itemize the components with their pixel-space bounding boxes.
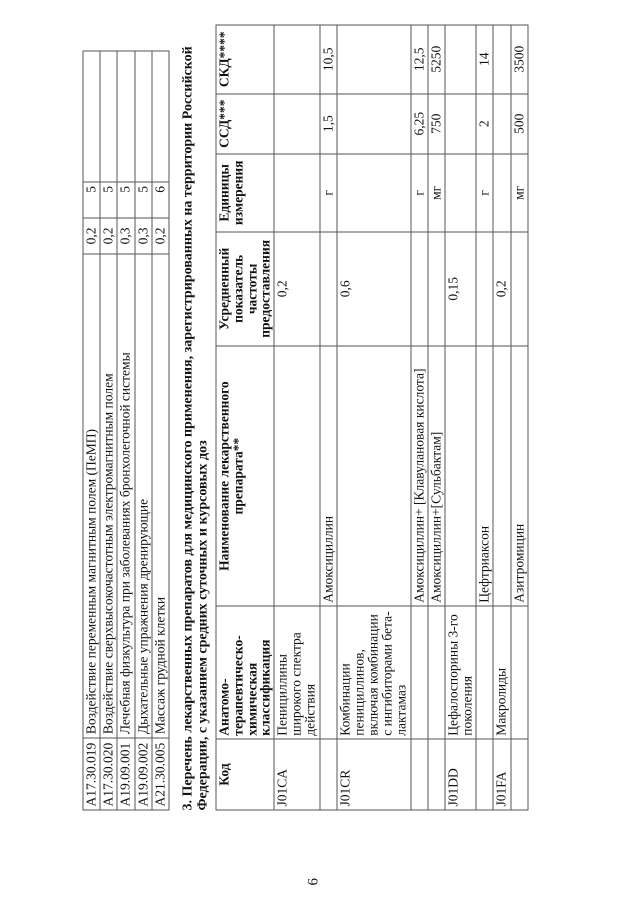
table-row	[319, 25, 336, 810]
atc-classification: Комбинации пенициллинов, включая комбинации с ингибиторами бета-лактамаз	[336, 606, 410, 739]
table-row	[410, 25, 427, 810]
header-unit: Единицы измерения	[216, 153, 274, 231]
drug-unit: мг	[510, 153, 527, 231]
drug-unit: мг	[427, 153, 444, 231]
drug-ssd: 6,25	[410, 93, 427, 153]
empty-cell	[510, 231, 527, 345]
empty-cell	[493, 345, 510, 605]
procedure-code: A19.09.001	[117, 737, 134, 809]
empty-cell	[100, 51, 117, 182]
empty-cell	[493, 25, 510, 94]
empty-cell	[410, 606, 427, 739]
empty-cell	[444, 93, 475, 153]
empty-cell	[510, 739, 527, 810]
empty-cell	[444, 345, 475, 605]
empty-cell	[510, 606, 527, 739]
procedure-frequency: 0,2	[83, 218, 100, 254]
empty-cell	[336, 93, 410, 153]
procedure-multiplicity: 5	[117, 182, 134, 218]
procedure-name: Дыхательные упражнения дренирующие	[134, 253, 151, 737]
empty-cell	[427, 231, 444, 345]
table-row	[444, 25, 475, 810]
empty-cell	[476, 231, 493, 345]
atc-classification: Пенициллины широкого спектра действия	[274, 606, 320, 739]
procedure-name: Лечебная физкультура при заболеваниях бронхолегочной системы	[117, 253, 134, 737]
atc-code: J01CA	[274, 739, 320, 810]
empty-cell	[274, 93, 320, 153]
header-classification: Анатомо-терапевтическо-химическая классификация	[216, 606, 274, 739]
drug-ssd: 750	[427, 93, 444, 153]
empty-cell	[476, 739, 493, 810]
table-row	[117, 51, 134, 810]
table-row	[100, 51, 117, 810]
table-row	[427, 25, 444, 810]
procedure-code: A19.09.002	[134, 737, 151, 809]
group-frequency: 0,2	[493, 231, 510, 345]
drug-skd: 12,5	[410, 25, 427, 94]
empty-cell	[319, 606, 336, 739]
procedure-name: Воздействие переменным магнитным полем (ПеМП)	[83, 253, 100, 737]
procedure-multiplicity: 6	[151, 182, 168, 218]
section-3-heading: 3. Перечень лекарственных препаратов для медицинского применения, зарегистрированных на территории Российской Федерации, с указанием средних суточных и курсовых доз	[180, 45, 211, 810]
procedure-name: Массаж грудной клетки	[151, 253, 168, 737]
empty-cell	[319, 231, 336, 345]
procedure-frequency: 0,3	[134, 218, 151, 254]
drug-unit: г	[410, 153, 427, 231]
drug-unit: г	[476, 153, 493, 231]
drug-name: Цефтриаксон	[476, 345, 493, 605]
empty-cell	[493, 93, 510, 153]
empty-cell	[336, 25, 410, 94]
atc-classification: Цефалоспорины 3-го поколения	[444, 606, 475, 739]
empty-cell	[444, 153, 475, 231]
drug-name: Амоксициллин+ [Клавулановая кислота]	[410, 345, 427, 605]
header-drug-name: Наименование лекарственного препарата**	[216, 345, 274, 605]
table-row	[151, 51, 168, 810]
procedure-frequency: 0,2	[100, 218, 117, 254]
drug-name: Азитромицин	[510, 345, 527, 605]
drug-ssd: 500	[510, 93, 527, 153]
empty-cell	[151, 51, 168, 182]
empty-cell	[410, 231, 427, 345]
empty-cell	[476, 606, 493, 739]
drug-name: Амоксициллин	[319, 345, 336, 605]
table-row	[493, 25, 510, 810]
header-skd: СКД****	[216, 25, 274, 94]
group-frequency: 0,2	[274, 231, 320, 345]
atc-code: J01CR	[336, 739, 410, 810]
drug-ssd: 2	[476, 93, 493, 153]
empty-cell	[336, 153, 410, 231]
drug-name: Амоксициллин+[Сульбактам]	[427, 345, 444, 605]
drug-unit: г	[319, 153, 336, 231]
procedure-multiplicity: 5	[83, 182, 100, 218]
empty-cell	[274, 345, 320, 605]
empty-cell	[83, 51, 100, 182]
procedure-multiplicity: 5	[134, 182, 151, 218]
atc-classification: Макролиды	[493, 606, 510, 739]
procedure-name: Воздействие сверхвысокочастотным электромагнитным полем	[100, 253, 117, 737]
header-frequency: Усредненный показатель частоты предоставления	[216, 231, 274, 345]
empty-cell	[134, 51, 151, 182]
procedure-multiplicity: 5	[100, 182, 117, 218]
drug-skd: 10,5	[319, 25, 336, 94]
page-number: 6	[305, 877, 321, 885]
atc-code: J01DD	[444, 739, 475, 810]
drug-table	[215, 24, 528, 810]
empty-cell	[274, 25, 320, 94]
table-row	[510, 25, 527, 810]
empty-cell	[427, 606, 444, 739]
header-code: Код	[216, 739, 274, 810]
table-row	[83, 51, 100, 810]
drug-skd: 5250	[427, 25, 444, 94]
empty-cell	[336, 345, 410, 605]
procedure-code: A17.30.019	[83, 737, 100, 809]
drug-skd: 14	[476, 25, 493, 94]
drug-skd: 3500	[510, 25, 527, 94]
empty-cell	[274, 153, 320, 231]
table-row	[274, 25, 320, 810]
drug-ssd: 1,5	[319, 93, 336, 153]
table-row	[336, 25, 410, 810]
empty-cell	[493, 153, 510, 231]
header-row	[216, 25, 274, 810]
table-row	[134, 51, 151, 810]
empty-cell	[427, 739, 444, 810]
table-row	[476, 25, 493, 810]
group-frequency: 0,15	[444, 231, 475, 345]
atc-code: J01FA	[493, 739, 510, 810]
procedures-table	[82, 50, 169, 810]
procedure-code: A17.30.020	[100, 737, 117, 809]
procedure-frequency: 0,2	[151, 218, 168, 254]
empty-cell	[410, 739, 427, 810]
empty-cell	[444, 25, 475, 94]
empty-cell	[319, 739, 336, 810]
procedure-code: A21.30.005	[151, 737, 168, 809]
procedure-frequency: 0,3	[117, 218, 134, 254]
header-ssd: ССД***	[216, 93, 274, 153]
group-frequency: 0,6	[336, 231, 410, 345]
empty-cell	[117, 51, 134, 182]
